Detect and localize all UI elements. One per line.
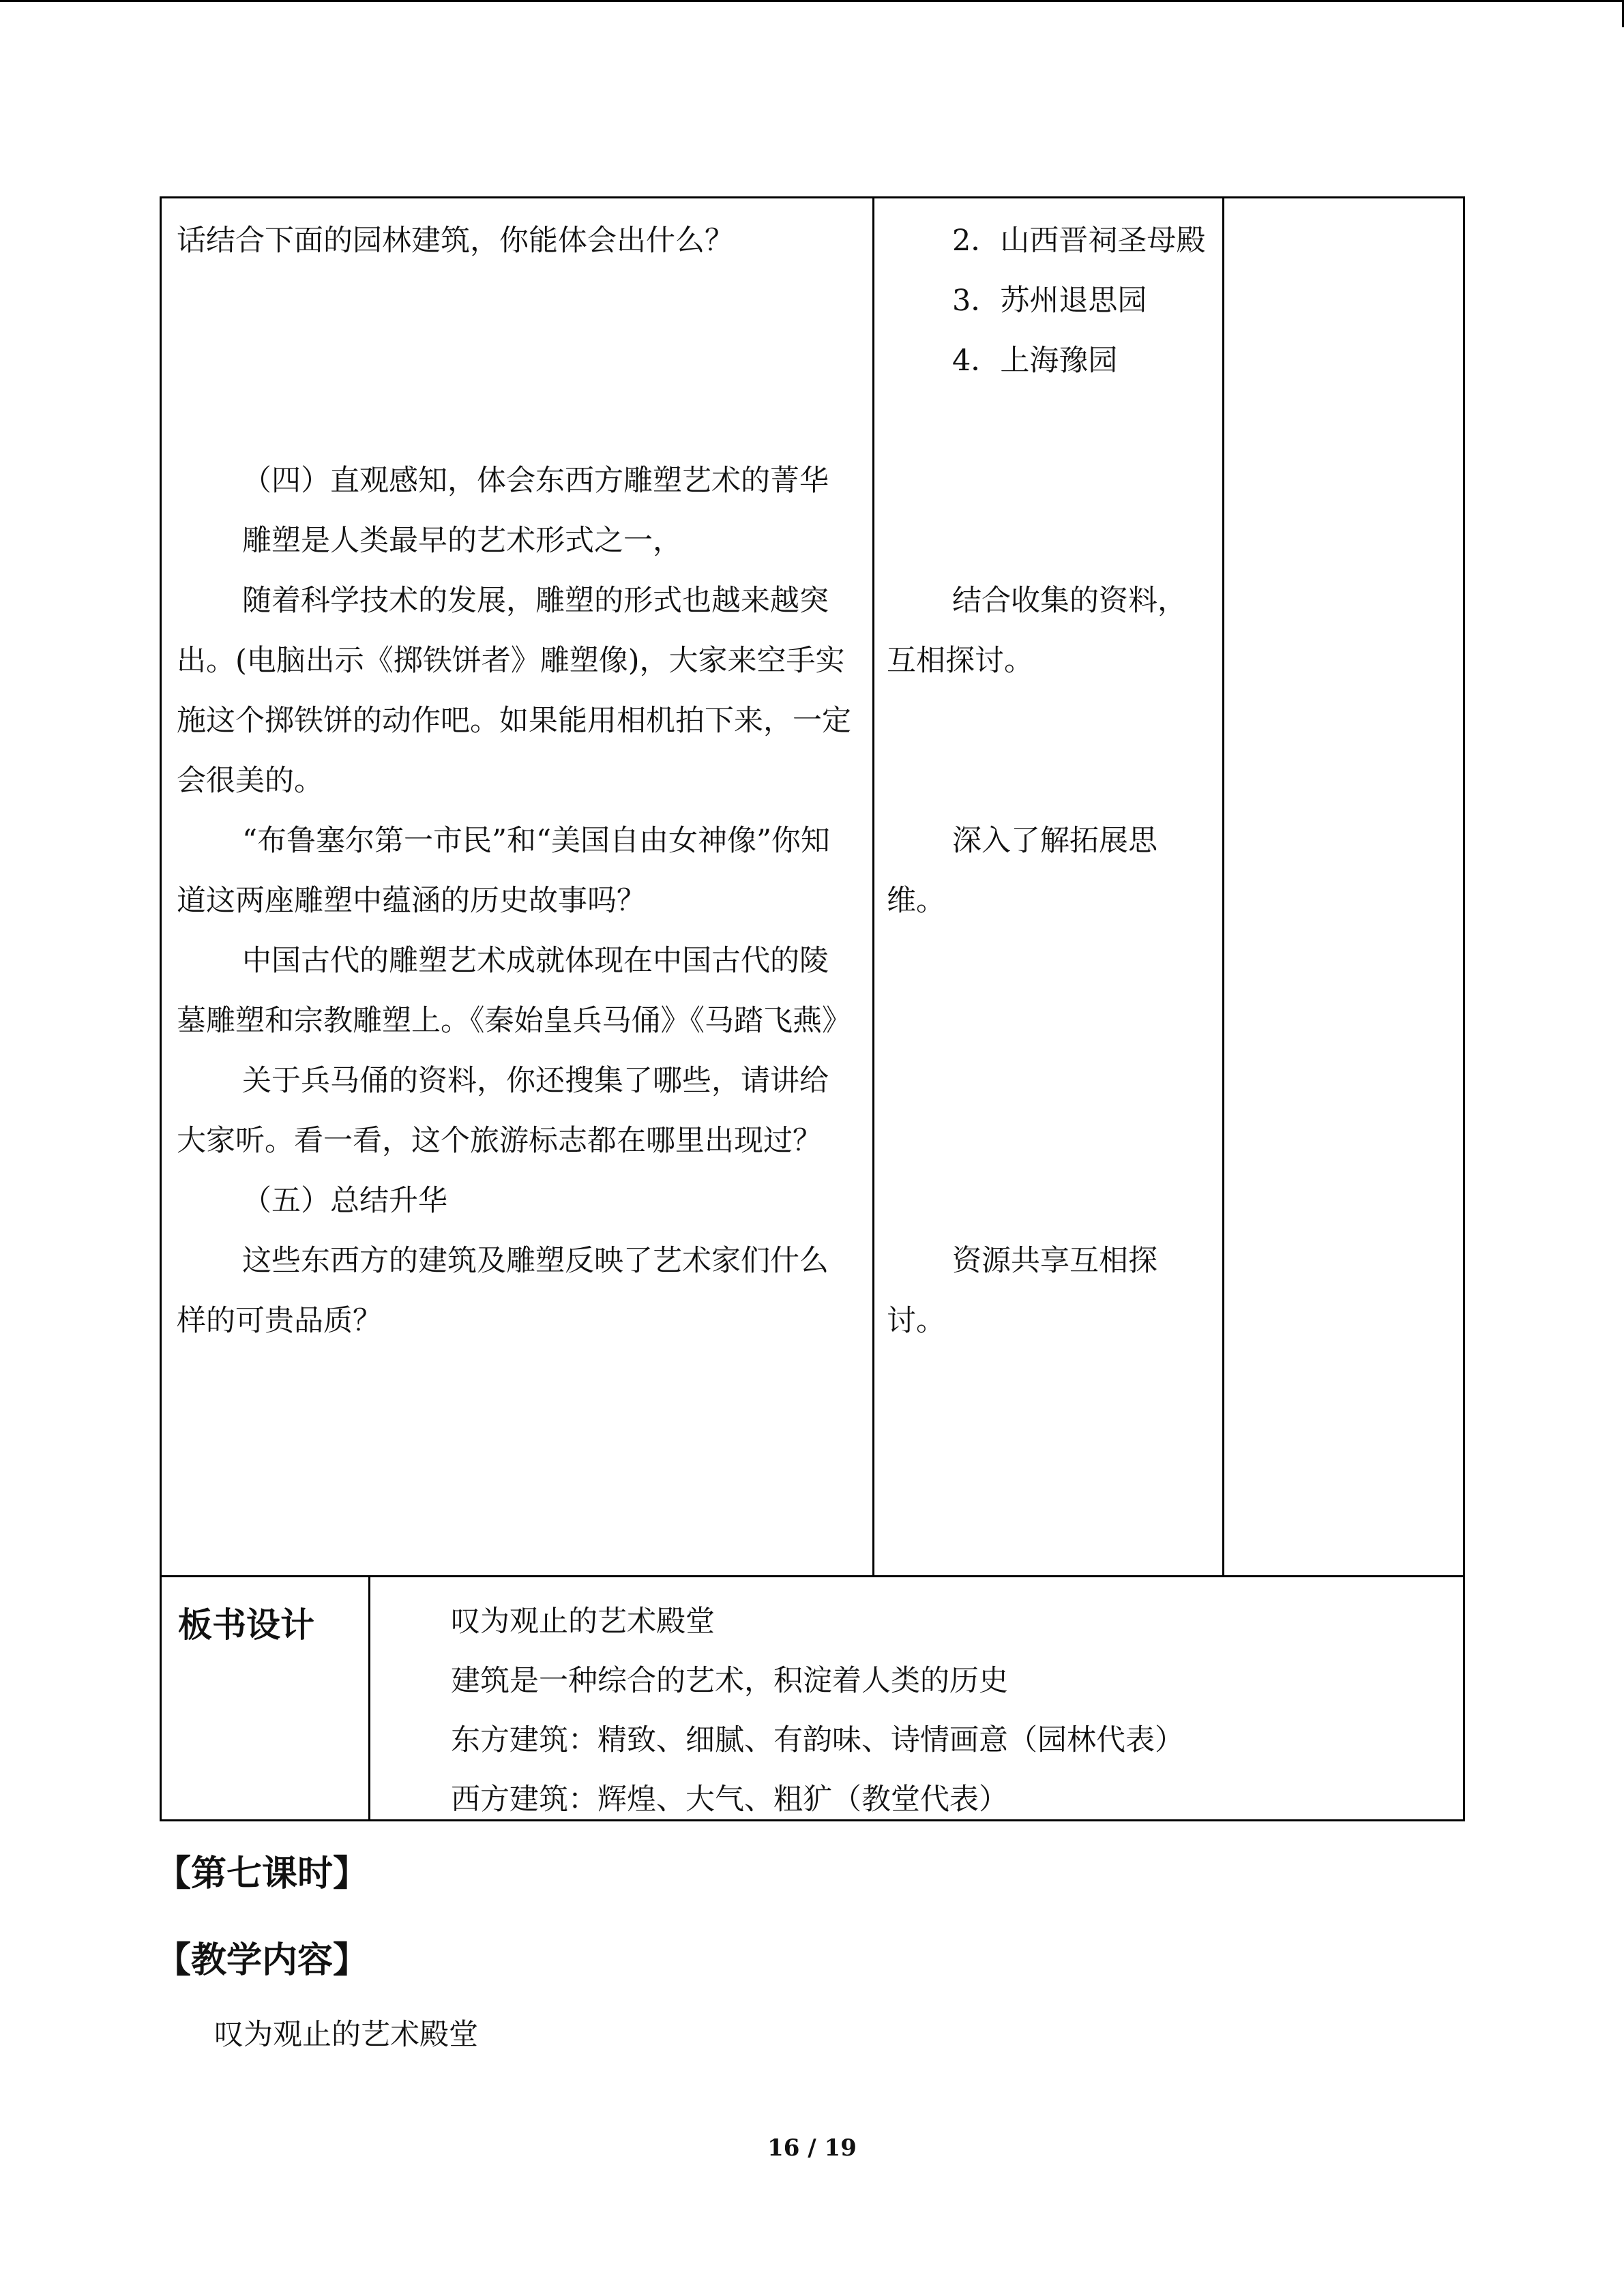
list-item: 2．山西晋祠圣母殿	[952, 224, 1206, 258]
table-paragraph: 资源共享互相探讨。	[887, 1244, 1157, 1338]
list-item: 3．苏州退思园	[952, 284, 1147, 318]
board-line: 东方建筑：精致、细腻、有韵味、诗情画意（园林代表）	[451, 1723, 1184, 1757]
spacer	[887, 931, 1210, 1231]
lesson-heading: 【第七课时】	[156, 1853, 369, 1894]
notes-column	[1224, 198, 1463, 1575]
table-paragraph: 结合收集的资料，互相探讨。	[887, 584, 1187, 678]
spacer	[887, 691, 1210, 811]
page-number: 16 / 19	[767, 2134, 857, 2162]
board-line: 建筑是一种综合的艺术，积淀着人类的历史	[451, 1664, 1008, 1698]
table-paragraph: 随着科学技术的发展，雕塑的形式也越来越突出。(电脑出示《掷铁饼者》雕塑像)，大家来空手实施这个掷铁饼的动作吧。如果能用相机拍下来，一定会很美的。	[177, 584, 851, 798]
teacher-activity-column	[162, 198, 872, 1575]
section-heading: （四）直观感知，体会东西方雕塑艺术的菁华	[242, 464, 829, 498]
lesson-table	[160, 196, 1465, 1577]
spacer	[177, 271, 857, 451]
student-activity-column	[874, 198, 1222, 1575]
table-paragraph: 话结合下面的园林建筑，你能体会出什么？	[177, 224, 734, 258]
column-divider	[368, 1577, 370, 1819]
board-line: 西方建筑：辉煌、大气、粗犷（教堂代表）	[451, 1783, 1008, 1817]
table-paragraph: 深入了解拓展思维。	[887, 824, 1157, 918]
table-paragraph: 中国古代的雕塑艺术成就体现在中国古代的陵墓雕塑和宗教雕塑上。《秦始皇兵马俑》《马踏飞燕》	[177, 944, 851, 1038]
content-text: 叹为观止的艺术殿堂	[214, 2018, 478, 2052]
section-heading: （五）总结升华	[242, 1184, 447, 1218]
board-design-table	[160, 1575, 1465, 1821]
table-paragraph: 关于兵马俑的资料，你还搜集了哪些，请讲给大家听。看一看，这个旅游标志都在哪里出现过？	[177, 1064, 829, 1158]
content-heading: 【教学内容】	[156, 1940, 369, 1981]
table-paragraph: “布鲁塞尔第一市民”和“美国自由女神像”你知道这两座雕塑中蕴涵的历史故事吗？	[177, 824, 830, 918]
top-rule	[0, 0, 1624, 2]
spacer	[887, 391, 1210, 571]
board-line: 叹为观止的艺术殿堂	[451, 1605, 715, 1639]
list-item: 4．上海豫园	[952, 344, 1118, 378]
board-design-label: 板书设计	[178, 1605, 314, 1645]
table-paragraph: 雕塑是人类最早的艺术形式之一，	[242, 524, 682, 558]
table-paragraph: 这些东西方的建筑及雕塑反映了艺术家们什么样的可贵品质？	[177, 1244, 829, 1338]
board-design-content	[451, 1592, 1184, 1830]
